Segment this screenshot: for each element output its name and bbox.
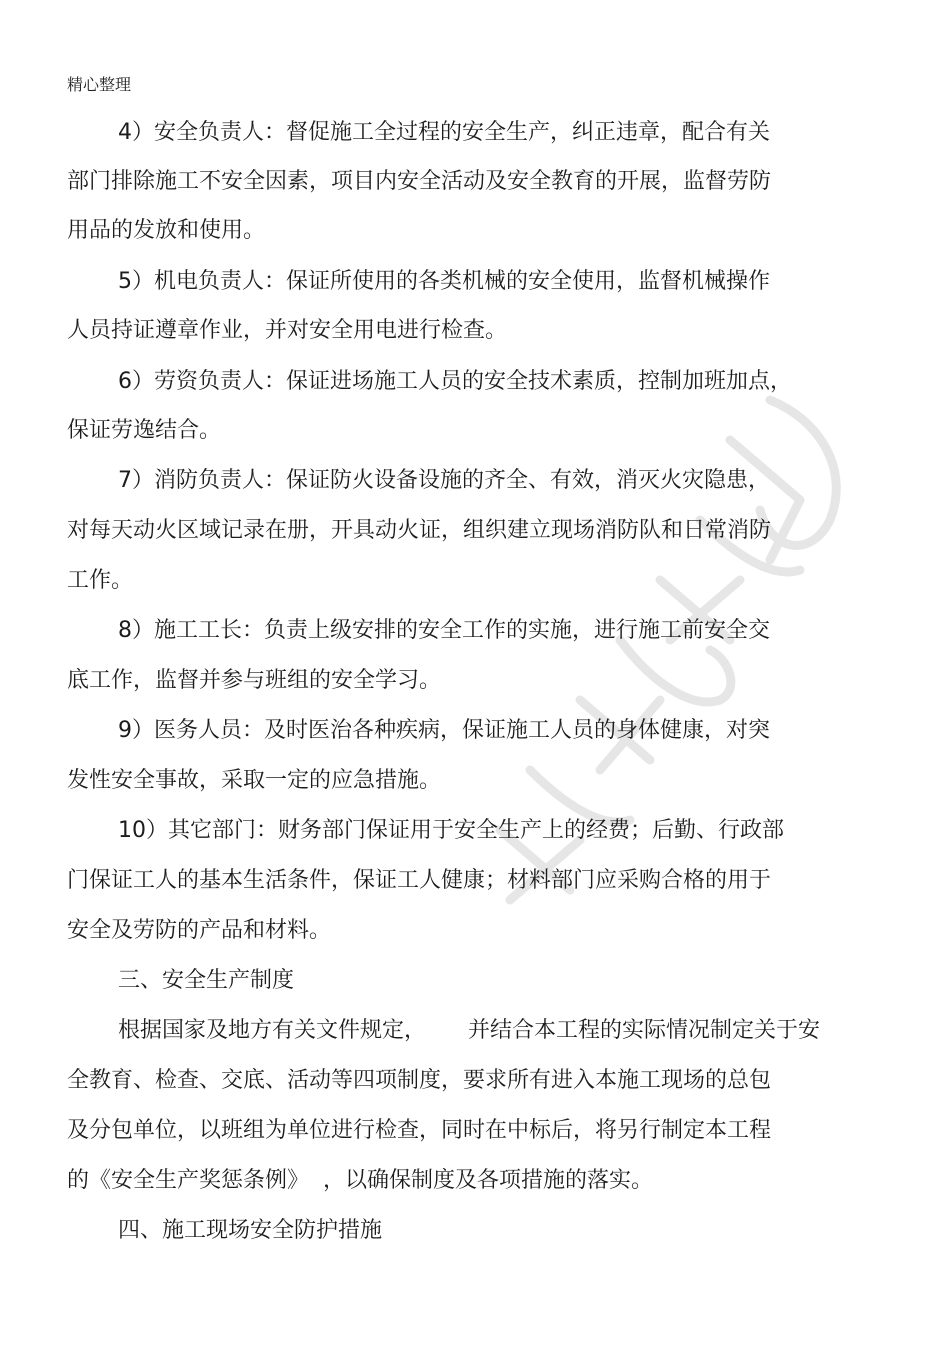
text-line: 及分包单位，以班组为单位进行检查，同时在中标后，将另行制定本工程 <box>67 1118 772 1143</box>
text-line: 用品的发放和使用。 <box>67 218 266 243</box>
watermark-graphic <box>470 380 890 940</box>
section-heading: 四、施工现场安全防护措施 <box>118 1218 383 1243</box>
page-header: 精心整理 <box>67 75 132 94</box>
text-line: 的《安全生产奖惩条例》 ，以确保制度及各项措施的落实。 <box>67 1168 653 1193</box>
text-line: 10）其它部门：财务部门保证用于安全生产上的经费；后勤、行政部 <box>118 818 784 843</box>
text-line: 8）施工工长：负责上级安排的安全工作的实施，进行施工前安全交 <box>118 618 770 643</box>
text-line: 工作。 <box>67 568 134 593</box>
text-line: 部门排除施工不安全因素，项目内安全活动及安全教育的开展，监督劳防 <box>67 169 772 194</box>
text-line: 6）劳资负责人：保证进场施工人员的安全技术素质，控制加班加点， <box>118 369 792 394</box>
text-line: 安全及劳防的产品和材料。 <box>67 918 332 943</box>
text-line: 4）安全负责人：督促施工全过程的安全生产，纠正违章，配合有关 <box>118 120 770 145</box>
text-line: 人员持证遵章作业，并对安全用电进行检查。 <box>67 318 508 343</box>
text-line: 门保证工人的基本生活条件，保证工人健康；材料部门应采购合格的用于 <box>67 868 772 893</box>
section-heading: 三、安全生产制度 <box>118 968 295 993</box>
text-line: 9）医务人员：及时医治各种疾病，保证施工人员的身体健康，对突 <box>118 718 770 743</box>
text-line: 5）机电负责人：保证所使用的各类机械的安全使用，监督机械操作 <box>118 269 770 294</box>
text-line: 保证劳逸结合。 <box>67 418 222 443</box>
text-line: 7）消防负责人：保证防火设备设施的齐全、有效，消灭火灾隐患， <box>118 468 770 493</box>
text-line: 根据国家及地方有关文件规定， 并结合本工程的实际情况制定关于安 <box>118 1018 820 1043</box>
text-line: 对每天动火区域记录在册，开具动火证，组织建立现场消防队和日常消防 <box>67 518 772 543</box>
text-line: 底工作，监督并参与班组的安全学习。 <box>67 668 442 693</box>
text-line: 发性安全事故，采取一定的应急措施。 <box>67 768 442 793</box>
text-line: 全教育、检查、交底、活动等四项制度，要求所有进入本施工现场的总包 <box>67 1068 772 1093</box>
